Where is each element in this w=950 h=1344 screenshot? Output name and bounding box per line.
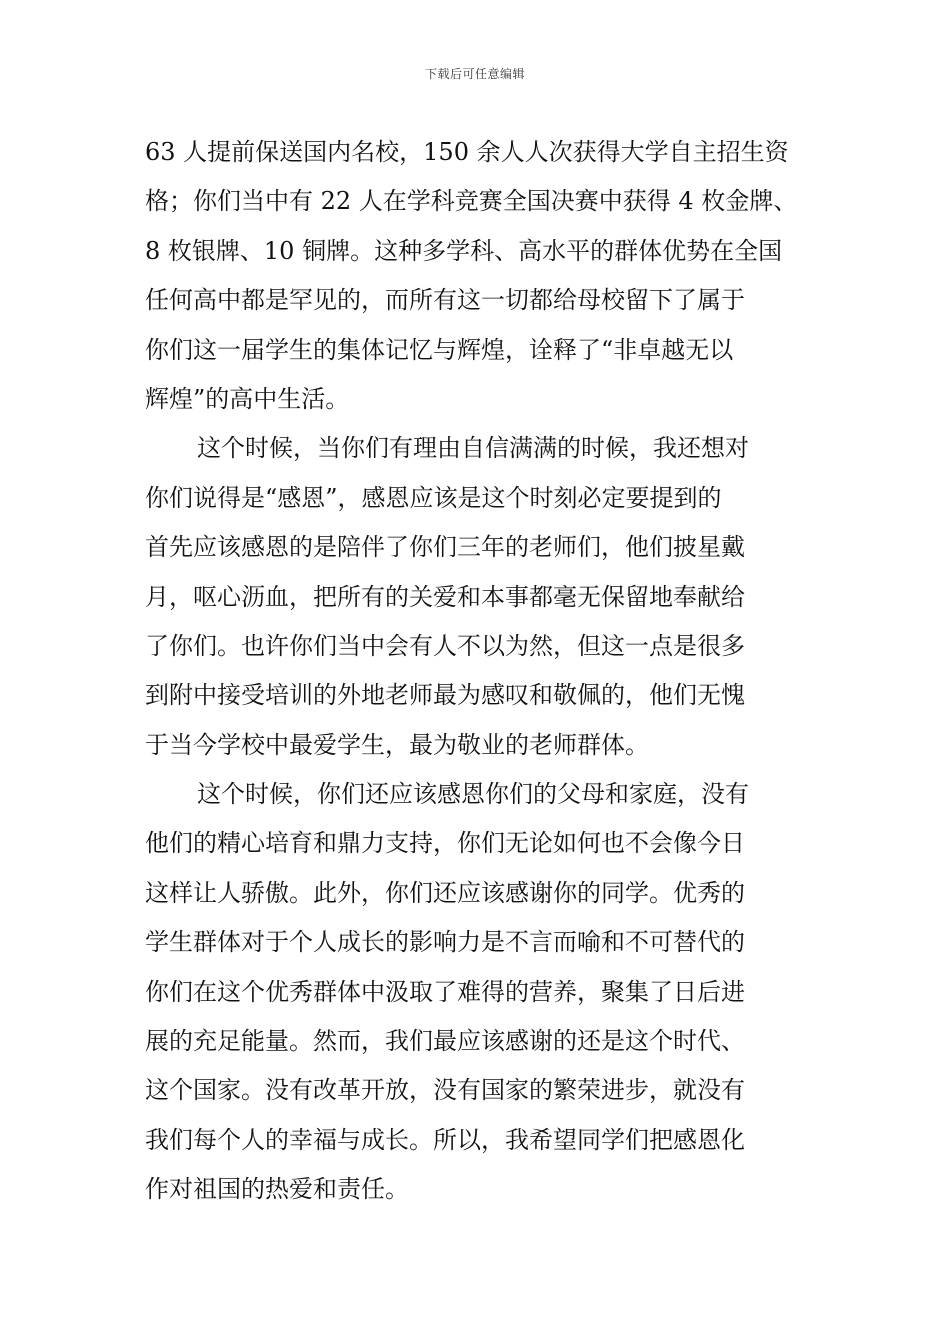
text-line: 首先应该感恩的是陪伴了你们三年的老师们，他们披星戴 (145, 533, 745, 562)
text-line: 任何高中都是罕见的，而所有这一切都给母校留下了属于 (145, 286, 745, 315)
text-line: 63 人提前保送国内名校，150 余人人次获得大学自主招生资 (145, 138, 789, 166)
text-line: 辉煌”的高中生活。 (145, 384, 350, 413)
text-line: 于当今学校中最爱学生，最为敬业的老师群体。 (145, 730, 649, 759)
text-line: 展的充足能量。然而，我们最应该感谢的还是这个时代、 (145, 1027, 745, 1056)
paragraph-2 (145, 424, 810, 770)
text-line: 了你们。也许你们当中会有人不以为然，但这一点是很多 (145, 631, 745, 660)
page-header: 下载后可任意编辑 (424, 67, 525, 81)
document-body (145, 128, 810, 1215)
text-line: 你们在这个优秀群体中汲取了难得的营养，聚集了日后进 (145, 977, 745, 1006)
paragraph-1 (145, 128, 810, 424)
text-line: 这个时候，你们还应该感恩你们的父母和家庭，没有 (197, 780, 749, 809)
text-line: 到附中接受培训的外地老师最为感叹和敬佩的，他们无愧 (145, 681, 745, 710)
text-line: 你们这一届学生的集体记忆与辉煌，诠释了“非卓越无以 (145, 335, 734, 364)
text-line: 格；你们当中有 22 人在学科竞赛全国决赛中获得 4 枚金牌、 (145, 187, 798, 216)
text-line: 这个时候，当你们有理由自信满满的时候，我还想对 (197, 434, 749, 463)
paragraph-3 (145, 770, 810, 1215)
text-line: 这样让人骄傲。此外，你们还应该感谢你的同学。优秀的 (145, 878, 745, 907)
text-line: 这个国家。没有改革开放，没有国家的繁荣进步，就没有 (145, 1076, 745, 1105)
text-line: 作对祖国的热爱和责任。 (145, 1175, 409, 1204)
text-line: 月，呕心沥血，把所有的关爱和本事都毫无保留地奉献给 (145, 582, 745, 611)
text-line: 他们的精心培育和鼎力支持，你们无论如何也不会像今日 (145, 829, 745, 858)
text-line: 我们每个人的幸福与成长。所以，我希望同学们把感恩化 (145, 1125, 745, 1154)
text-line: 你们说得是“感恩”，感恩应该是这个时刻必定要提到的 (145, 483, 722, 512)
text-line: 学生群体对于个人成长的影响力是不言而喻和不可替代的 (145, 928, 745, 957)
text-line: 8 枚银牌、10 铜牌。这种多学科、高水平的群体优势在全国 (145, 236, 783, 265)
